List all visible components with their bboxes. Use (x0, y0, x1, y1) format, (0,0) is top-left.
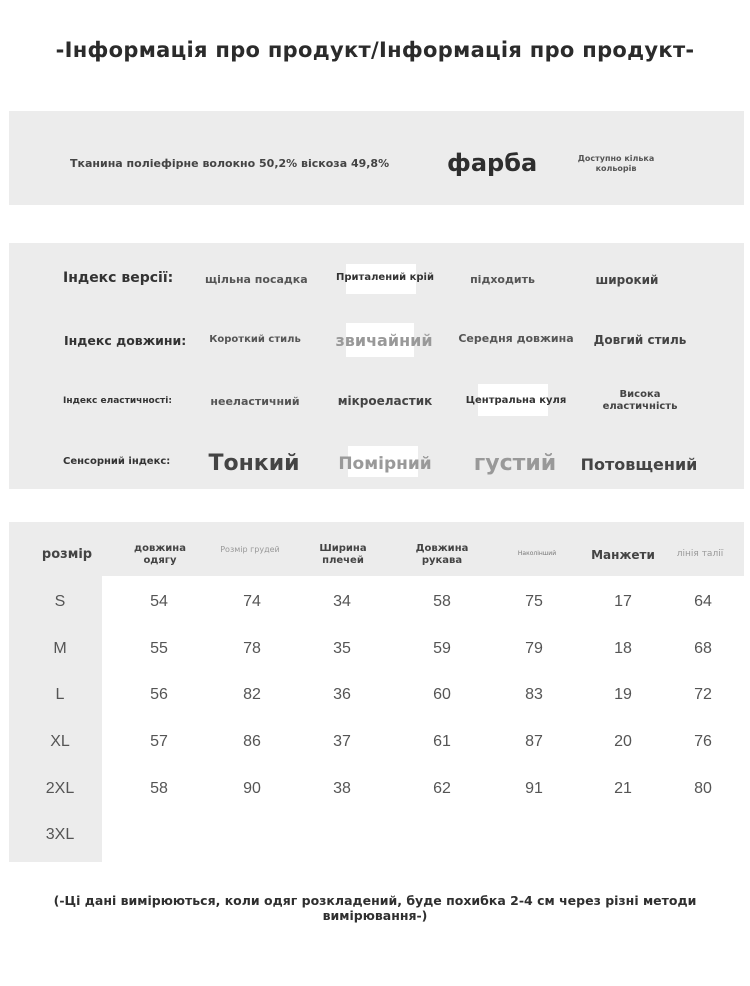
table-cell: 56 (150, 686, 168, 703)
version-option: щільна посадка (205, 273, 308, 286)
table-cell: 62 (433, 780, 451, 797)
table-cell: 80 (694, 780, 712, 797)
version-index-label: Індекс версії: (63, 270, 174, 286)
length-option-selected: звичайний (335, 331, 433, 350)
table-cell: 60 (433, 686, 451, 703)
elasticity-option: Висока еластичність (602, 389, 678, 412)
table-cell: 58 (150, 780, 168, 797)
touch-option: Тонкий (208, 451, 300, 476)
table-cell: 54 (150, 593, 168, 610)
header-hem: Наколінший (517, 550, 557, 557)
table-cell: 64 (694, 593, 712, 610)
table-cell: 17 (614, 593, 632, 610)
table-cell: 91 (525, 780, 543, 797)
header-length: довжина одягу (134, 543, 186, 566)
table-cell: 36 (333, 686, 351, 703)
size-cell: M (53, 640, 67, 657)
version-option: підходить (470, 273, 535, 286)
table-cell: 76 (694, 733, 712, 750)
table-cell: 87 (525, 733, 543, 750)
table-cell: 86 (243, 733, 261, 750)
fabric-composition: Тканина поліефірне волокно 50,2% віскоза 49,8% (70, 157, 390, 170)
header-shoulder: Ширина плечей (319, 543, 367, 566)
size-cell: 3XL (45, 826, 75, 843)
table-cell: 61 (433, 733, 451, 750)
table-cell: 75 (525, 593, 543, 610)
version-option: широкий (595, 273, 659, 287)
touch-option: густий (473, 451, 557, 476)
table-cell: 38 (333, 780, 351, 797)
table-cell: 37 (333, 733, 351, 750)
length-option: Середня довжина (458, 332, 574, 345)
elasticity-index-label: Індекс еластичності: (63, 396, 172, 406)
touch-option-selected: Помірний (338, 454, 432, 474)
touch-index-label: Сенсорний індекс: (63, 456, 171, 467)
table-cell: 78 (243, 640, 261, 657)
size-column-background (9, 576, 102, 862)
table-cell: 68 (694, 640, 712, 657)
table-cell: 59 (433, 640, 451, 657)
page-title: -Інформація про продукт/Інформація про продукт- (55, 38, 695, 62)
table-cell: 82 (243, 686, 261, 703)
table-cell: 18 (614, 640, 632, 657)
header-size: розмір (41, 547, 93, 562)
header-sleeve: Довжина рукава (415, 543, 469, 566)
table-cell: 21 (614, 780, 632, 797)
table-cell: 74 (243, 593, 261, 610)
table-cell: 57 (150, 733, 168, 750)
header-cuffs: Манжети (591, 548, 655, 562)
header-chest: Розмір грудей (220, 545, 280, 554)
size-cell: L (55, 686, 65, 703)
length-option: Короткий стиль (209, 334, 301, 345)
table-cell: 83 (525, 686, 543, 703)
table-cell: 72 (694, 686, 712, 703)
size-cell: XL (50, 733, 70, 750)
table-cell: 79 (525, 640, 543, 657)
table-cell: 20 (614, 733, 632, 750)
touch-option: Потовщений (580, 455, 698, 474)
elasticity-option-selected: Центральна куля (465, 395, 567, 406)
dye-label: фарба (447, 149, 538, 177)
table-cell: 19 (614, 686, 632, 703)
colors-available: Доступно кілька кольорів (577, 154, 655, 173)
length-option: Довгий стиль (593, 333, 687, 347)
header-waist: лінія талії (676, 549, 724, 559)
version-option-selected: Приталений крій (336, 272, 434, 283)
size-cell: S (54, 593, 66, 610)
length-index-label: Індекс довжини: (64, 333, 187, 348)
measurement-note: (-Ці дані вимірюються, коли одяг розкладений, буде похибка 2-4 см через різні методи вимірювання-) (53, 893, 697, 923)
elasticity-option: нееластичний (210, 395, 300, 408)
table-cell: 58 (433, 593, 451, 610)
elasticity-option: мікроеластик (337, 394, 433, 408)
table-cell: 34 (333, 593, 351, 610)
size-cell: 2XL (45, 780, 75, 797)
table-cell: 55 (150, 640, 168, 657)
table-cell: 35 (333, 640, 351, 657)
table-cell: 90 (243, 780, 261, 797)
